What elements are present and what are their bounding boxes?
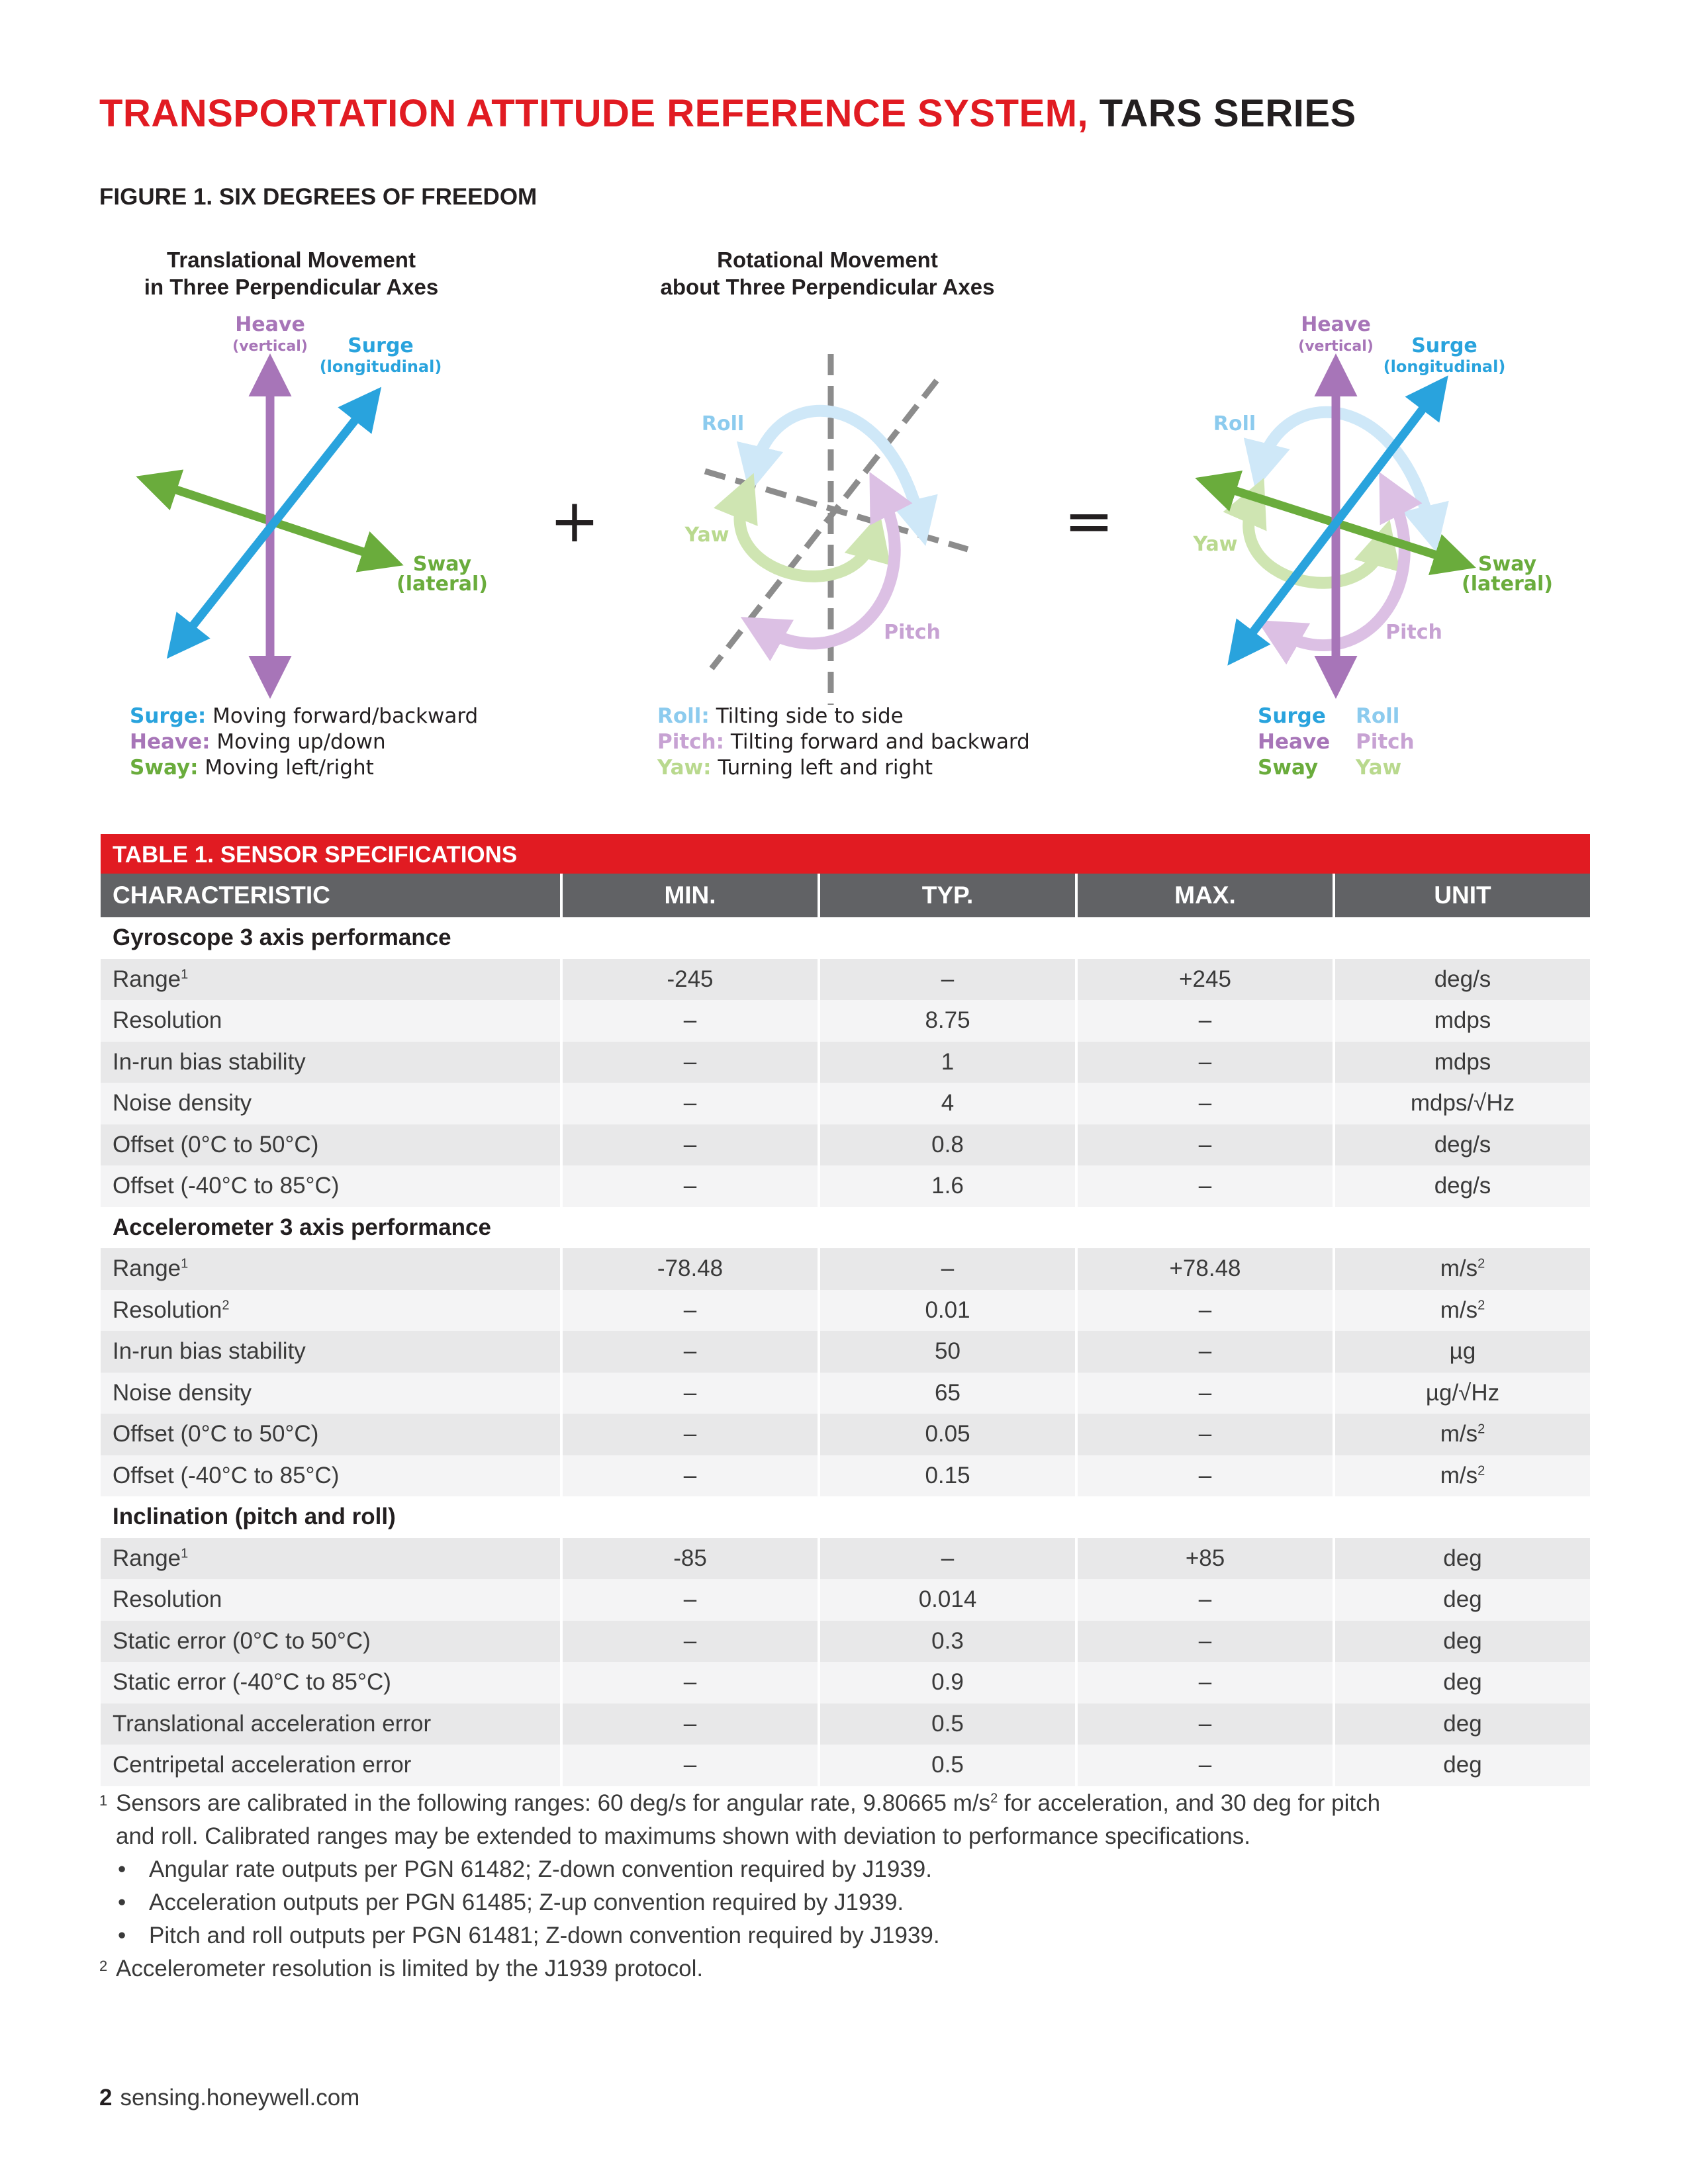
cell-characteristic: Noise density [101,1373,561,1414]
cell-max: – [1076,1704,1334,1745]
cell-max: – [1076,1455,1334,1497]
table-row [101,1414,1590,1455]
cell-unit: deg [1334,1538,1590,1580]
cell-typ: 0.3 [819,1621,1076,1662]
label-longitudinal-left: (longitudinal) [319,357,442,376]
cell-characteristic: Resolution [101,1579,561,1621]
combined-pitch: Pitch [1356,730,1415,754]
cell-max: – [1076,1331,1334,1373]
header-characteristic: CHARACTERISTIC [101,874,561,917]
cell-unit: $m/s^2$ [1334,1290,1590,1332]
cell-min: – [561,1331,819,1373]
table-row [101,1373,1590,1414]
cell-typ: 0.014 [819,1579,1076,1621]
cell-unit: deg/s [1334,959,1590,1001]
yaw-arc [739,495,874,576]
group-heading: Gyroscope 3 axis performance [101,917,1590,959]
table-row [101,1579,1590,1621]
cell-unit: mdps [1334,1042,1590,1083]
cell-characteristic: Range$^1$ [101,1538,561,1580]
combined-heave: Heave [1258,730,1331,754]
cell-characteristic: Offset (-40°C to 85°C) [101,1165,561,1207]
combined-legend-right [1356,704,1415,781]
page-title [99,91,1356,136]
table-row [101,1124,1590,1166]
cell-max: +78.48 [1076,1248,1334,1290]
label-pitch-mid: Pitch [884,621,941,644]
cell-max: – [1076,1373,1334,1414]
combined-legend-left [1258,704,1330,781]
cell-characteristic: Translational acceleration error [101,1704,561,1745]
label-lateral-right: (lateral) [1462,572,1553,596]
cell-typ: – [819,1248,1076,1290]
cell-max: – [1076,1000,1334,1042]
label-pitch-right: Pitch [1385,621,1442,644]
table-group-row [101,1207,1590,1249]
footer [99,2085,359,2111]
legend-sway: Sway: Moving left/right [130,756,374,780]
equals-sign: = [1064,486,1114,556]
footer-url[interactable]: sensing.honeywell.com [120,2085,360,2111]
cell-unit: deg [1334,1662,1590,1704]
cell-min: – [561,1662,819,1704]
label-roll-right: Roll [1213,412,1256,435]
cell-characteristic: Range$^1$ [101,959,561,1001]
table-header-row [101,874,1590,917]
table-row [101,1538,1590,1580]
table-row [101,959,1590,1001]
cell-min: – [561,1455,819,1497]
six-dof-diagram [0,218,1688,721]
table-body [101,917,1590,1786]
figure-title: FIGURE 1. SIX DEGREES OF FREEDOM [99,184,538,210]
cell-characteristic: Resolution [101,1000,561,1042]
table-title: TABLE 1. SENSOR SPECIFICATIONS [101,834,1590,874]
footnotes [99,1787,1589,1985]
legend-surge: Surge: Moving forward/backward [130,704,479,728]
table-group-row [101,917,1590,959]
rotational-heading-line1: Rotational Movement [717,248,938,272]
group-heading: Inclination (pitch and roll) [101,1496,1590,1538]
cell-max: +245 [1076,959,1334,1001]
cell-min: – [561,1704,819,1745]
cell-min: – [561,1083,819,1124]
table-row [101,1248,1590,1290]
label-vertical-left: (vertical) [232,338,308,355]
cell-typ: 50 [819,1331,1076,1373]
label-heave-right: Heave [1301,313,1371,336]
cell-min: – [561,1290,819,1332]
label-surge-right: Surge [1411,334,1477,357]
translational-diagram [152,313,488,682]
footnote-bullet: • Pitch and roll outputs per PGN 61481; Z-down convention required by J1939. [99,1919,1589,1952]
cell-characteristic: Offset (0°C to 50°C) [101,1124,561,1166]
cell-typ: 0.15 [819,1455,1076,1497]
cell-unit: deg/s [1334,1124,1590,1166]
cell-typ: 0.8 [819,1124,1076,1166]
cell-max: – [1076,1745,1334,1786]
translational-heading-line2: in Three Perpendicular Axes [144,275,439,299]
cell-unit: µg [1334,1331,1590,1373]
cell-characteristic: In-run bias stability [101,1331,561,1373]
combined-roll: Roll [1356,704,1400,728]
footnote-1-continued: and roll. Calibrated ranges may be extended to maximums shown with deviation to performance specifications. [116,1823,1250,1849]
table-row [101,1000,1590,1042]
cell-characteristic: Static error (-40°C to 85°C) [101,1662,561,1704]
footnote-1: 1 Sensors are calibrated in the following ranges: 60 deg/s for angular rate, 9.80665 $m/s^2$ for acceleration, and 30 deg for pitch [99,1790,1381,1816]
cell-min: – [561,1165,819,1207]
cell-unit: $m/s^2$ [1334,1248,1590,1290]
sensor-spec-table [101,834,1590,1786]
rotational-legend [657,704,1030,781]
rotational-diagram [684,354,968,705]
label-yaw-mid: Yaw [684,523,729,547]
cell-max: – [1076,1124,1334,1166]
cell-typ: 0.5 [819,1704,1076,1745]
cell-min: -85 [561,1538,819,1580]
cell-max: – [1076,1579,1334,1621]
translational-legend [130,704,478,781]
cell-typ: 0.5 [819,1745,1076,1786]
title-red: TRANSPORTATION ATTITUDE REFERENCE SYSTEM, [99,92,1089,135]
translational-heading-line1: Translational Movement [167,248,416,272]
cell-max: – [1076,1042,1334,1083]
footnote-2: 2 Accelerometer resolution is limited by the J1939 protocol. [99,1956,704,1981]
cell-typ: 0.05 [819,1414,1076,1455]
cell-min: -78.48 [561,1248,819,1290]
cell-typ: 1 [819,1042,1076,1083]
label-sway-left: Sway [412,553,472,576]
spec-table [101,874,1590,1786]
combined-diagram [1193,313,1553,682]
cell-min: -245 [561,959,819,1001]
combined-sway: Sway [1258,756,1319,780]
cell-min: – [561,1579,819,1621]
header-min: MIN. [561,874,819,917]
cell-max: – [1076,1165,1334,1207]
table-row [101,1042,1590,1083]
cell-max: – [1076,1621,1334,1662]
cell-unit: $m/s^2$ [1334,1455,1590,1497]
cell-unit: deg [1334,1745,1590,1786]
cell-unit: deg [1334,1579,1590,1621]
cell-characteristic: Resolution$^2$ [101,1290,561,1332]
cell-min: – [561,1621,819,1662]
label-sway-right: Sway [1477,553,1537,576]
footnote-bullet: • Angular rate outputs per PGN 61482; Z-down convention required by J1939. [99,1853,1589,1886]
table-row [101,1621,1590,1662]
cell-max: – [1076,1414,1334,1455]
cell-typ: – [819,959,1076,1001]
cell-min: – [561,1745,819,1786]
cell-characteristic: Static error (0°C to 50°C) [101,1621,561,1662]
label-heave-left: Heave [235,313,305,336]
cell-characteristic: Centripetal acceleration error [101,1745,561,1786]
table-row [101,1083,1590,1124]
table-row [101,1290,1590,1332]
cell-typ: 65 [819,1373,1076,1414]
label-longitudinal-right: (longitudinal) [1383,357,1506,376]
table-row [101,1745,1590,1786]
header-typ: TYP. [819,874,1076,917]
cell-unit: µg/√Hz [1334,1373,1590,1414]
cell-characteristic: Offset (-40°C to 85°C) [101,1455,561,1497]
legend-yaw: Yaw: Turning left and right [657,756,933,780]
cell-unit: mdps [1334,1000,1590,1042]
cell-typ: 1.6 [819,1165,1076,1207]
cell-unit: deg [1334,1704,1590,1745]
cell-characteristic: Noise density [101,1083,561,1124]
legend-pitch: Pitch: Tilting forward and backward [657,730,1030,754]
cell-characteristic: In-run bias stability [101,1042,561,1083]
table-row [101,1331,1590,1373]
cell-max: – [1076,1290,1334,1332]
legend-roll: Roll: Tilting side to side [657,704,904,728]
footnote-bullet: • Acceleration outputs per PGN 61485; Z-up convention required by J1939. [99,1886,1589,1919]
cell-typ: 8.75 [819,1000,1076,1042]
cell-characteristic: Range$^1$ [101,1248,561,1290]
header-unit: UNIT [1334,874,1590,917]
cell-typ: 0.9 [819,1662,1076,1704]
group-heading: Accelerometer 3 axis performance [101,1207,1590,1249]
cell-min: – [561,1042,819,1083]
rotational-heading-line2: about Three Perpendicular Axes [660,275,995,299]
table-row [101,1704,1590,1745]
label-surge-left: Surge [348,334,414,357]
combined-surge: Surge [1258,704,1326,728]
cell-min: – [561,1124,819,1166]
cell-max: – [1076,1083,1334,1124]
title-series: TARS SERIES [1099,92,1356,135]
label-vertical-right: (vertical) [1298,338,1374,355]
page-number: 2 [99,2085,113,2111]
table-group-row [101,1496,1590,1538]
header-max: MAX. [1076,874,1334,917]
label-roll-mid: Roll [701,412,745,435]
combined-yaw: Yaw [1356,756,1402,780]
cell-min: – [561,1414,819,1455]
label-yaw-right: Yaw [1193,533,1238,556]
cell-typ: 4 [819,1083,1076,1124]
cell-typ: 0.01 [819,1290,1076,1332]
cell-unit: deg [1334,1621,1590,1662]
cell-unit: deg/s [1334,1165,1590,1207]
cell-max: – [1076,1662,1334,1704]
cell-typ: – [819,1538,1076,1580]
table-row [101,1165,1590,1207]
legend-heave: Heave: Moving up/down [130,730,386,754]
cell-unit: $m/s^2$ [1334,1414,1590,1455]
cell-max: +85 [1076,1538,1334,1580]
table-row [101,1455,1590,1497]
cell-characteristic: Offset (0°C to 50°C) [101,1414,561,1455]
label-lateral-left: (lateral) [397,572,488,596]
cell-min: – [561,1000,819,1042]
cell-unit: mdps/√Hz [1334,1083,1590,1124]
table-row [101,1662,1590,1704]
plus-sign: + [549,486,600,556]
cell-min: – [561,1373,819,1414]
